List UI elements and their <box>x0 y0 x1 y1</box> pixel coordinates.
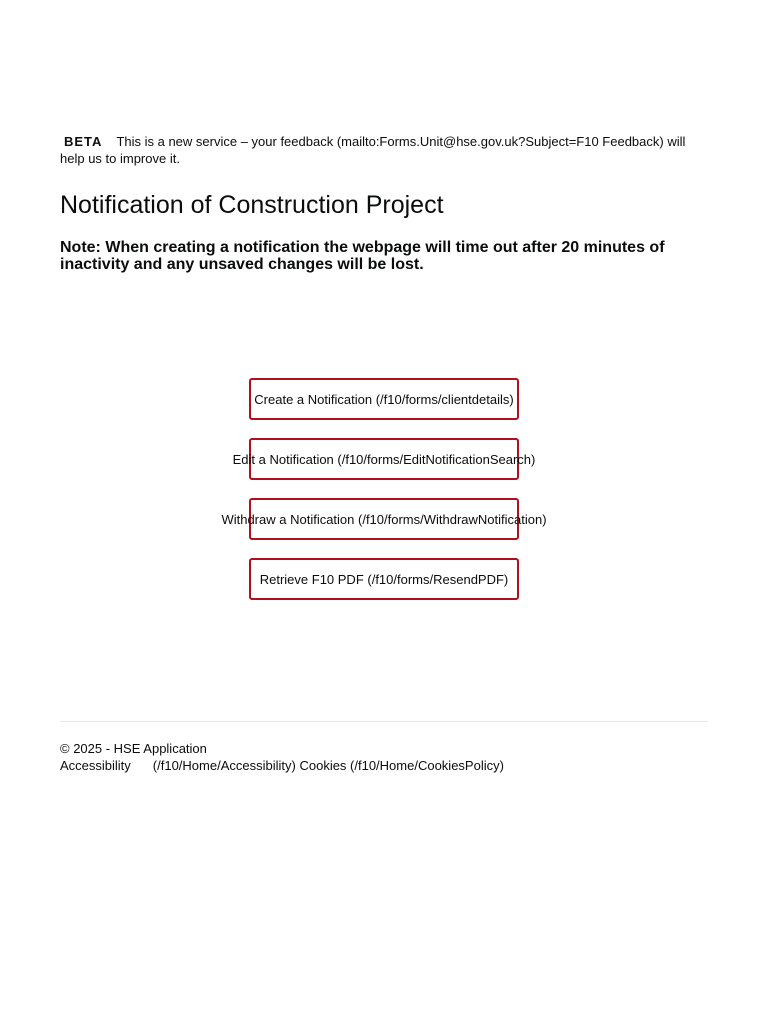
footer-links <box>60 757 708 774</box>
accessibility-link-label: Accessibility <box>60 758 131 773</box>
edit-notification-button[interactable]: Edit a Notification (/f10/forms/EditNotificationSearch) <box>249 438 519 480</box>
withdraw-notification-button[interactable]: Withdraw a Notification (/f10/forms/WithdrawNotification) <box>249 498 519 540</box>
beta-tag: BETA <box>64 134 103 149</box>
page-title: Notification of Construction Project <box>60 191 444 219</box>
accessibility-link-path: (/f10/Home/Accessibility) <box>152 758 296 773</box>
create-notification-button[interactable]: Create a Notification (/f10/forms/clientdetails) <box>249 378 519 420</box>
retrieve-pdf-button[interactable]: Retrieve F10 PDF (/f10/forms/ResendPDF) <box>249 558 519 600</box>
cookies-link[interactable]: Cookies (/f10/Home/CookiesPolicy) <box>299 758 504 773</box>
timeout-note <box>60 239 700 273</box>
accessibility-link[interactable] <box>60 758 296 773</box>
note-text: When creating a notification the webpage will time out after 20 minutes of inactivity and any unsaved changes will be lost. <box>60 239 665 273</box>
note-label: Note: <box>60 239 101 256</box>
notification-actions <box>221 378 547 618</box>
footer <box>60 721 708 774</box>
feedback-message[interactable]: This is a new service – your feedback (mailto:Forms.Unit@hse.gov.uk?Subject=F10 Feedback) will help us to improve it. <box>60 134 686 166</box>
copyright-text: © 2025 - HSE Application <box>60 741 207 756</box>
beta-banner <box>60 133 708 167</box>
